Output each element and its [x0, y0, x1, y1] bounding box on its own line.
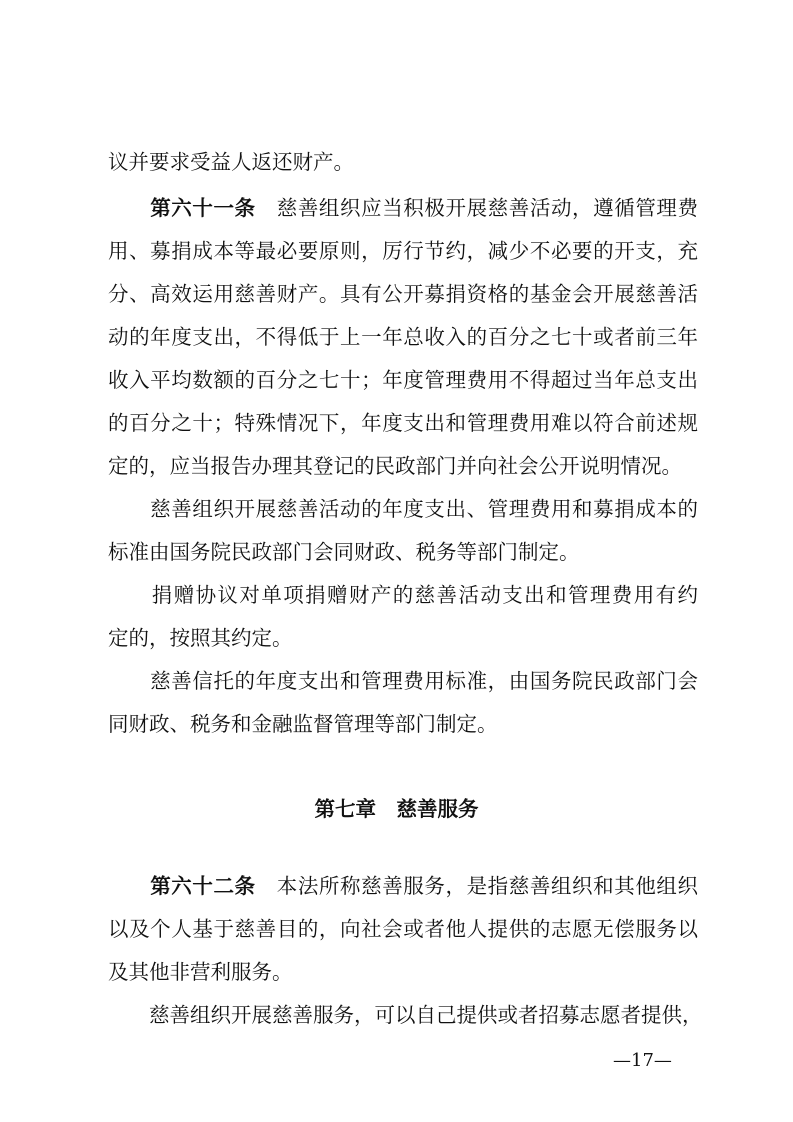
paragraph-line: 标准由国务院民政部门会同财政、税务等部门制定。: [108, 540, 580, 564]
chapter-title: 第七章 慈善服务: [314, 797, 479, 821]
page-number: —17—: [613, 1050, 672, 1071]
paragraph-line: 议并要求受益人返还财产。: [108, 150, 354, 174]
article-61-first-line: [108, 196, 698, 220]
article-62-label: 第六十二条: [150, 874, 256, 898]
paragraph-line: 动的年度支出，不得低于上一年总收入的百分之七十或者前三年: [108, 325, 698, 349]
paragraph-line: 慈善信托的年度支出和管理费用标准，由国务院民政部门会: [108, 669, 698, 693]
paragraph-line: 捐赠协议对单项捐赠财产的慈善活动支出和管理费用有约: [108, 583, 698, 607]
paragraph-line: 的百分之十；特殊情况下，年度支出和管理费用难以符合前述规: [108, 411, 698, 435]
article-62-first-line: [108, 874, 698, 898]
paragraph-line: 分、高效运用慈善财产。具有公开募捐资格的基金会开展慈善活: [108, 282, 698, 306]
paragraph-line: 慈善组织开展慈善服务，可以自己提供或者招募志愿者提供，: [108, 1003, 703, 1027]
paragraph-line: 及其他非营利服务。: [108, 960, 293, 984]
paragraph-line: 定的，按照其约定。: [108, 626, 293, 650]
paragraph-line: 慈善组织开展慈善活动的年度支出、管理费用和募捐成本的: [108, 497, 698, 521]
paragraph-line: 定的，应当报告办理其登记的民政部门并向社会公开说明情况。: [108, 454, 682, 478]
article-61-text: 慈善组织应当积极开展慈善活动，遵循管理费: [276, 196, 699, 220]
article-62-text: 本法所称慈善服务，是指慈善组织和其他组织: [276, 874, 699, 898]
paragraph-line: 同财政、税务和金融监督管理等部门制定。: [108, 712, 498, 736]
article-61-label: 第六十一条: [150, 196, 256, 220]
paragraph-line: 用、募捐成本等最必要原则，厉行节约，减少不必要的开支，充: [108, 239, 698, 263]
paragraph-line: 收入平均数额的百分之七十；年度管理费用不得超过当年总支出: [108, 368, 698, 392]
paragraph-line: 以及个人基于慈善目的，向社会或者他人提供的志愿无偿服务以: [108, 917, 698, 941]
